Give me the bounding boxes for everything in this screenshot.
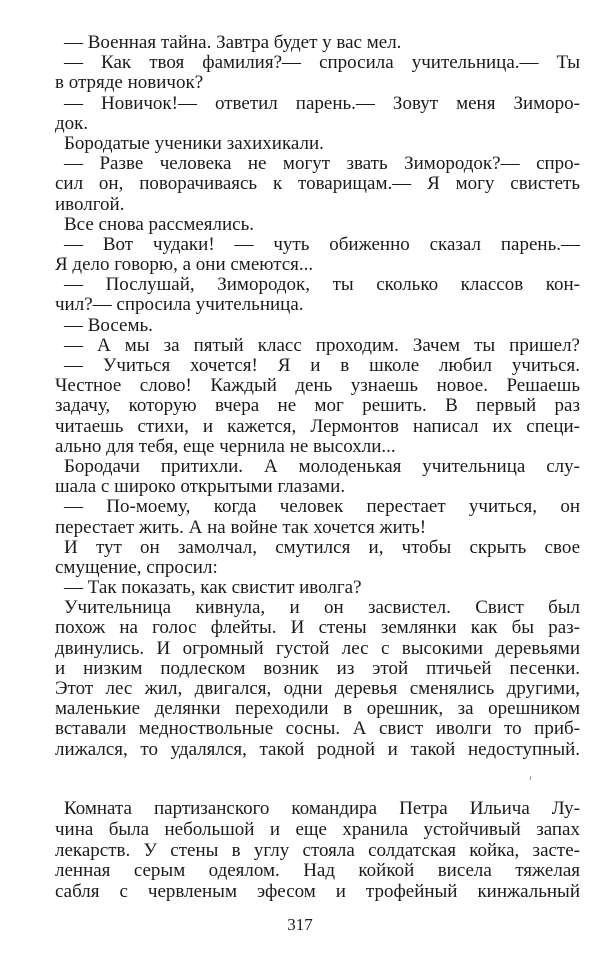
text-line: Этот лес жил, двигался, одни деревья сменялись другими,: [55, 678, 580, 699]
text-line: сабля с червленым эфесом и трофейный кинжальный: [55, 881, 580, 903]
text-line: — По-моему, когда человек перестает учиться, он: [64, 496, 580, 518]
text-line: — А мы за пятый класс проходим. Зачем ты пришел?: [64, 334, 580, 356]
text-line: — Новичок!— ответил парень.— Зовут меня Зиморо-: [64, 92, 580, 114]
text-section-commander-room: [55, 799, 580, 903]
text-line: смущение, спросил:: [55, 556, 218, 578]
text-line: Честное слово! Каждый день узнаешь новое. Решаешь: [55, 375, 580, 397]
text-line: — Вот чудаки! — чуть обиженно сказал парень.—: [64, 233, 580, 255]
text-line: шала с широко открытыми глазами.: [55, 476, 346, 498]
text-line: ально для тебя, еще чернила не высохли...: [55, 435, 396, 457]
text-line: — Военная тайна. Завтра будет у вас мел.: [64, 32, 402, 53]
text-line: сил он, поворачиваясь к товарищам.— Я могу свистеть: [55, 173, 580, 195]
text-line: — Так показать, как свистит иволга?: [64, 577, 362, 599]
text-line: Комната партизанского командира Петра Ильича Лу-: [64, 798, 580, 819]
text-line: лекарств. У стены в углу стояла солдатская койка, засте-: [55, 839, 580, 861]
text-line: Бородатые ученики захихикали.: [64, 132, 324, 154]
text-line: вставали медноствольные сосны. А свист иволги то приб-: [55, 718, 580, 740]
text-line: чил?— спросила учительница.: [55, 294, 304, 316]
text-line: Учительница кивнула, и он засвистел. Свист был: [64, 597, 580, 619]
text-line: в отряде новичок?: [55, 72, 204, 94]
text-line: ленная серым одеялом. Над койкой висела тяжелая: [55, 860, 580, 882]
text-line: — Как твоя фамилия?— спросила учительница.— Ты: [64, 52, 580, 74]
text-line: — Послушай, Зимородок, ты сколько классов кон-: [64, 274, 580, 296]
text-line: и низким подлеском возник из этой птичьей песенки.: [55, 657, 580, 679]
text-line: Бородачи притихли. А молоденькая учительница слу-: [64, 455, 580, 477]
text-line: И тут он замолчал, смутился и, чтобы скрыть свое: [64, 536, 580, 558]
text-line: читаешь стихи, и кажется, Лермонтов написал их специ-: [55, 415, 580, 437]
text-line: двинулись. И огромный густой лес с высокими деревьями: [55, 637, 580, 659]
text-line: иволгой.: [55, 193, 125, 215]
page-number: 317: [287, 915, 313, 934]
text-line: маленькие делянки переходили в орешник, за орешником: [55, 698, 580, 720]
text-line: Я дело говорю, а они смеются...: [55, 254, 314, 276]
scan-speck: [529, 776, 531, 780]
text-line: похож на голос флейты. И стены землянки как бы раз-: [55, 617, 580, 639]
text-line: — Разве человека не могут звать Зимородок?— спро-: [64, 153, 580, 175]
text-section-dialogue: [55, 33, 580, 760]
text-line: перестает жить. А на войне так хочется жить!: [55, 516, 427, 538]
text-line: чина была небольшой и еще хранила устойчивый запах: [55, 818, 580, 840]
text-line: Все снова рассмеялись.: [64, 213, 255, 235]
text-line: — Учиться хочется! Я и в школе любил учиться.: [64, 355, 580, 376]
text-line: лижался, то удалялся, такой родной и такой недоступный.: [55, 738, 580, 760]
text-line: задачу, которую вчера не мог решить. В первый раз: [55, 395, 580, 417]
text-line: док.: [55, 112, 89, 134]
text-line: — Восемь.: [64, 314, 153, 336]
